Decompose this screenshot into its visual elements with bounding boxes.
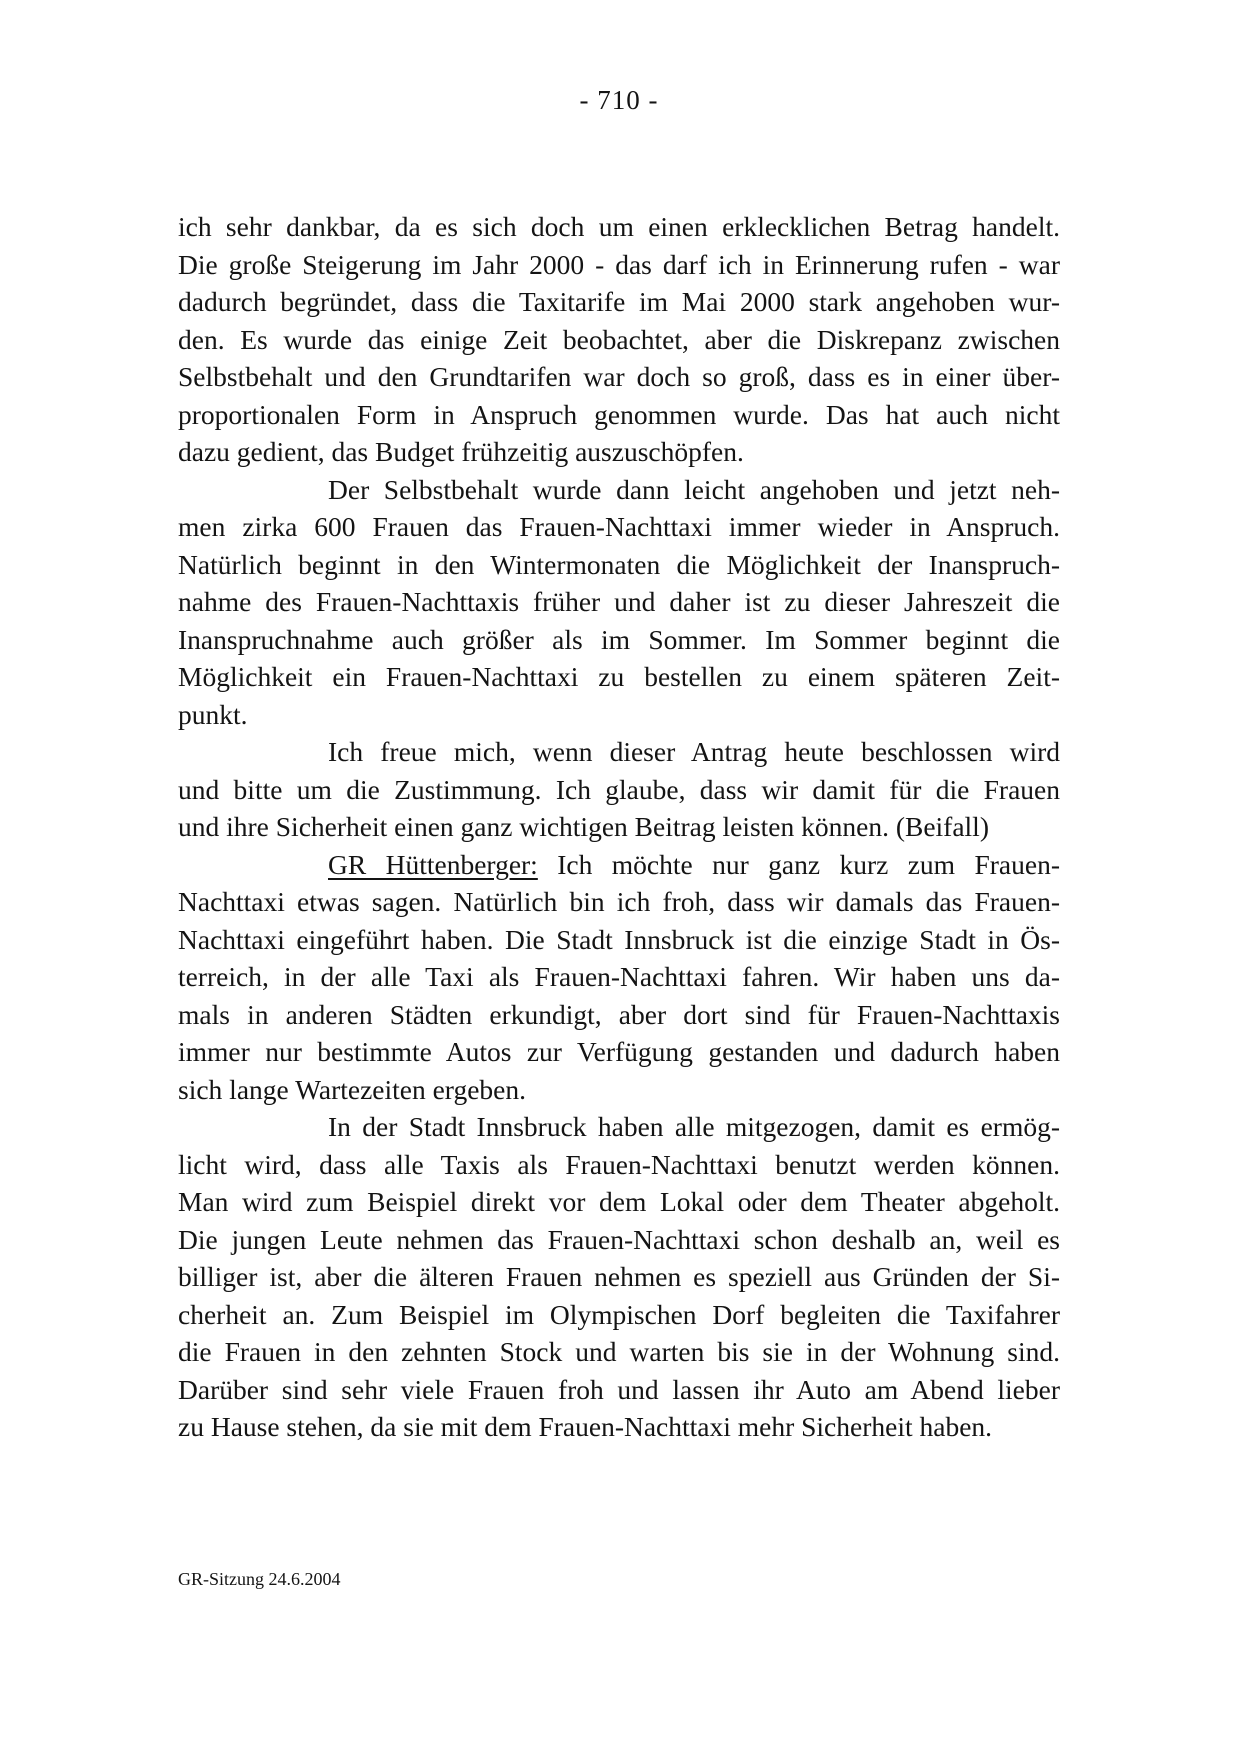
text-line: und bitte um die Zustimmung. Ich glaube, dass wir damit für die Frauen	[178, 773, 1060, 805]
text-line: sich lange Wartezeiten ergeben.	[178, 1073, 526, 1105]
text-line: den. Es wurde das einige Zeit beobachtet, aber die Diskrepanz zwischen	[178, 323, 1060, 355]
text-line: Nachttaxi eingeführt haben. Die Stadt Innsbruck ist die einzige Stadt in Ös-	[178, 923, 1060, 955]
text-line: Die große Steigerung im Jahr 2000 - das darf ich in Erinnerung rufen - war	[178, 248, 1060, 280]
text-line: Natürlich beginnt in den Wintermonaten die Möglichkeit der Inanspruch-	[178, 548, 1060, 580]
text-line: In der Stadt Innsbruck haben alle mitgezogen, damit es ermög-	[328, 1111, 1060, 1142]
text-line: terreich, in der alle Taxi als Frauen-Nachttaxi fahren. Wir haben uns da-	[178, 961, 1060, 992]
text-block	[178, 208, 1060, 1446]
text-line: immer nur bestimmte Autos zur Verfügung gestanden und dadurch haben	[178, 1036, 1060, 1067]
text-line: dazu gedient, das Budget frühzeitig auszuschöpfen.	[178, 436, 744, 467]
text-line: Ich freue mich, wenn dieser Antrag heute beschlossen wird	[328, 736, 1060, 767]
text-line: Der Selbstbehalt wurde dann leicht angehoben und jetzt neh-	[328, 473, 1060, 505]
text-line: Nachttaxi etwas sagen. Natürlich bin ich froh, dass wir damals das Frauen-	[178, 886, 1060, 917]
speaker-name: GR Hüttenberger:	[328, 848, 538, 880]
text-line: GR Hüttenberger: Ich möchte nur ganz kurz zum Frauen-	[328, 848, 1061, 880]
text-line: nahme des Frauen-Nachttaxis früher und daher ist zu dieser Jahreszeit die	[178, 586, 1060, 617]
text-line: und ihre Sicherheit einen ganz wichtigen Beitrag leisten können. (Beifall)	[178, 811, 989, 842]
text-line: mals in anderen Städten erkundigt, aber dort sind für Frauen-Nachttaxis	[178, 998, 1060, 1030]
text-line: Darüber sind sehr viele Frauen froh und lassen ihr Auto am Abend lieber	[178, 1373, 1060, 1405]
text-line: Die jungen Leute nehmen das Frauen-Nachttaxi schon deshalb an, weil es	[178, 1223, 1060, 1255]
text-line: licht wird, dass alle Taxis als Frauen-Nachttaxi benutzt werden können.	[178, 1148, 1060, 1180]
text-line: die Frauen in den zehnten Stock und warten bis sie in der Wohnung sind.	[178, 1336, 1060, 1367]
text-line: zu Hause stehen, da sie mit dem Frauen-Nachttaxi mehr Sicherheit haben.	[178, 1411, 993, 1442]
text-line: Man wird zum Beispiel direkt vor dem Lokal oder dem Theater abgeholt.	[178, 1186, 1060, 1217]
text-line: cherheit an. Zum Beispiel im Olympischen Dorf begleiten die Taxifahrer	[178, 1298, 1060, 1330]
text-line: Möglichkeit ein Frauen-Nachttaxi zu bestellen zu einem späteren Zeit-	[178, 661, 1060, 692]
page-number: - 710 -	[579, 85, 659, 115]
text-line: Selbstbehalt und den Grundtarifen war doch so groß, dass es in einer über-	[178, 361, 1060, 392]
text-line: Inanspruchnahme auch größer als im Sommer. Im Sommer beginnt die	[178, 623, 1060, 655]
text-line: punkt.	[178, 698, 248, 730]
text-line: billiger ist, aber die älteren Frauen nehmen es speziell aus Gründen der Si-	[178, 1261, 1060, 1292]
text-line: ich sehr dankbar, da es sich doch um einen erklecklichen Betrag handelt.	[178, 211, 1060, 242]
footer-note: GR-Sitzung 24.6.2004	[178, 1569, 341, 1589]
text-line: proportionalen Form in Anspruch genommen wurde. Das hat auch nicht	[178, 398, 1060, 430]
text-line: men zirka 600 Frauen das Frauen-Nachttaxi immer wieder in Anspruch.	[178, 511, 1060, 542]
text-line: dadurch begründet, dass die Taxitarife im Mai 2000 stark angehoben wur-	[178, 286, 1060, 317]
